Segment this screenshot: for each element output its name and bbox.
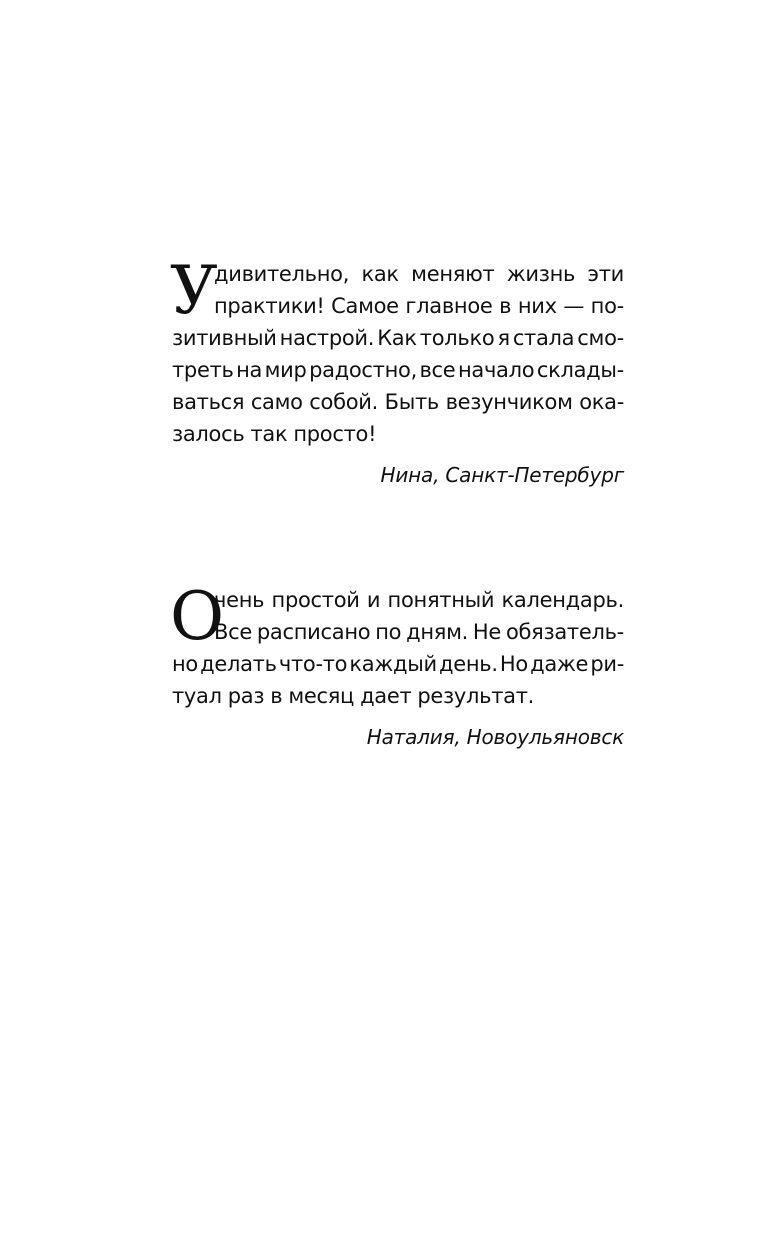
quote-line [172,680,624,712]
word: собой. [309,390,379,414]
word: чень [214,588,265,612]
word: понятный [387,588,495,612]
word: эти [587,262,624,286]
word: главное [405,294,493,318]
quote-line [172,584,624,616]
word: как [361,262,399,286]
word: начало [457,358,535,382]
word: само [250,390,303,414]
quote-line [172,616,624,648]
word: дивительно, [214,262,350,286]
word: Все [214,620,252,644]
word: ваться [172,390,245,414]
word: Но [499,652,528,676]
word: ока- [579,390,624,414]
word: результат. [417,684,535,708]
word: Не [472,620,502,644]
testimonial-quote [170,578,624,712]
word: туал [172,684,222,708]
word: жизнь [506,262,576,286]
quote-line [172,386,624,418]
word: Самое [331,294,399,318]
word: так [250,422,288,446]
word: радостно, [309,358,417,382]
word: календарь. [501,588,624,612]
word: по- [590,294,624,318]
word: в [270,684,283,708]
quote-line [172,418,624,450]
word: на [236,358,263,382]
word: настрой. [279,326,375,350]
word: дает [360,684,412,708]
word: в [499,294,512,318]
testimonial-signature: Нина, Санкт-Петербург [380,463,624,487]
word: каждый [349,652,437,676]
word: все [419,358,456,382]
word: только [419,326,495,350]
testimonial-1 [170,252,624,489]
word: меняют [411,262,495,286]
word: но [172,652,198,676]
drop-cap: У [170,252,218,329]
testimonial-2 [170,578,624,751]
word: день. [439,652,498,676]
word: залось [172,422,245,446]
word: стала [512,326,575,350]
word: делать [200,652,277,676]
word: везунчиком [445,390,573,414]
word: склады- [536,358,624,382]
word: раз [227,684,265,708]
word: обязатель- [505,620,624,644]
quote-line [172,258,624,290]
word: практики! [214,294,325,318]
word: я [497,326,510,350]
word: смо- [577,326,624,350]
word: Как [377,326,417,350]
word: мир [264,358,307,382]
word: даже [530,652,589,676]
word: дням. [406,620,469,644]
quote-line [172,648,624,680]
word: расписано [256,620,371,644]
quote-line [172,322,624,354]
word: по [375,620,402,644]
quote-line [172,290,624,322]
word: ри- [590,652,624,676]
drop-cap: О [170,578,224,655]
word: простой [271,588,360,612]
quote-line [172,354,624,386]
word: месяц [288,684,355,708]
word: них [517,294,557,318]
word: треть [172,358,234,382]
word: Быть [384,390,439,414]
testimonial-quote [170,252,624,450]
word: зитивный [172,326,277,350]
word: и [366,588,381,612]
testimonial-signature: Наталия, Новоульяновск [366,725,624,749]
word: что-то [278,652,348,676]
word: — [563,294,585,318]
word: просто! [293,422,377,446]
